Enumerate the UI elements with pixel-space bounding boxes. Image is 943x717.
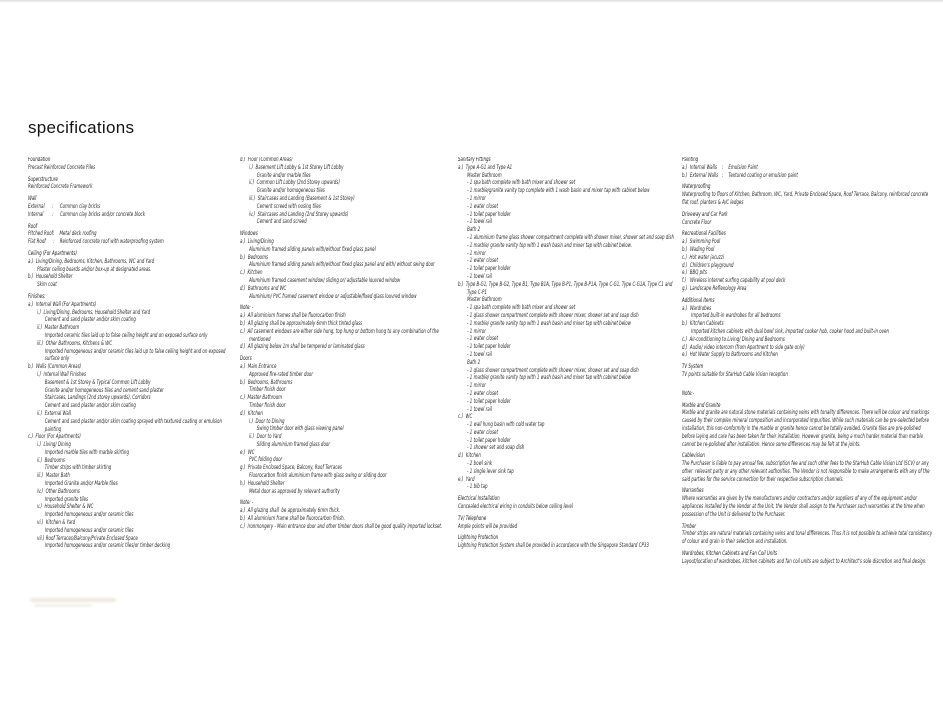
spec-line: Imported built-in wardrobes for all bedrooms [691, 313, 781, 320]
spec-line: ii.) Bedrooms [37, 457, 65, 464]
spec-line: Timber finish door [249, 387, 286, 394]
spec-line: Cement and sand plaster and/or skim coating [44, 317, 136, 324]
spec-line: vi.) Kitchen & Yard [37, 520, 76, 527]
spec-line: The Purchaser is liable to pay annual fee, subscription fee and such other fees to the StarHub Cable Vision Ltd (SCV) or any other relevant party or any other relevant authorities. The Vendor is not responsible to make arrangements with any of the said parties for the service connection for their respective subscription channels. [682, 461, 931, 483]
spec-line: Skim coat [37, 282, 57, 289]
spec-line: c.) All casement windows are either side hung, top hung or bottom hung to any combination of the mentioned [240, 328, 441, 343]
spec-line: c.) Floor (For Apartments) [28, 434, 81, 441]
spec-line: Layout/location of wardrobes, kitchen cabinets and fan coil units are subject to Architect's sole discretion and final design. [682, 558, 927, 565]
spec-line: b.) Household Shelter [28, 274, 73, 281]
spec-line: c.) Hot water jacuzzi [682, 254, 724, 261]
spec-line: Imported granite tiles [44, 496, 89, 503]
spec-line: Bath 2 [467, 359, 481, 366]
spec-line: Imported homogeneous and/or ceramic tiles [44, 527, 134, 534]
spec-line: Swing timber door with glass viewing panel [256, 426, 344, 433]
spec-line: e.) WC [240, 449, 255, 456]
spec-line: Imported ceramic tiles laid up to false ceiling height and on exposed surface only [44, 332, 208, 339]
spec-column-1 [28, 157, 235, 551]
spec-line: Imported homogeneous and/or ceramic tiles/or timber decking [44, 543, 171, 550]
spec-line: - 1 toilet paper holder [467, 266, 511, 273]
spec-line: e.) Yard [458, 476, 475, 483]
spec-line: Granite and/or homogeneous tiles and cement sand plaster [44, 387, 164, 394]
spec-line: a.) Type A-G1 and Type A1 [458, 164, 513, 171]
spec-line: Master Bathroom [467, 297, 502, 304]
spec-line: iii.) Staircases and Landing (Basement & 1st Storey) [249, 195, 355, 202]
section-heading: Additional Items [682, 297, 715, 304]
spec-line: v.) Household Shelter & WC [37, 504, 94, 511]
spec-line: i.) Basement Lift Lobby & 1st Storey Lift Lobby [249, 164, 344, 171]
spec-line: ii.) Master Bathroom [37, 325, 80, 332]
spec-line: c.) Ironmongery - Main entrance door and other timber doors shall be good quality imported lockset. [240, 523, 443, 530]
spec-line: i.) Living/Dining, Bedrooms, Household Shelter and Yard [37, 309, 151, 316]
spec-line: - 1 marble/ granite vanity top with 1 wash basin and mixer tap with cabinet below. [467, 242, 632, 249]
spec-line: i.) Internal Wall Finishes [37, 371, 87, 378]
section-heading: Finishes: [28, 293, 46, 300]
spec-line: b.) Bedrooms, Bathrooms [240, 379, 293, 386]
spec-line: Imported homogeneous and/or ceramic tiles laid up to false ceiling height and on exposed surface only [44, 348, 227, 363]
spec-line: Lightning Protection System shall be provided in accordance with the Singapore Standard CP33 [458, 543, 649, 550]
spec-line: Aluminium framed sliding panels with/without fixed glass panel [249, 246, 376, 253]
spec-line: Where warranties are given by the manufacturers and/or contractors and/or suppliers of any of the equipment and/or appliances installed by the Vendor at the Unit, the Vendor shall assign to the Purchaser such warranties at the time when possession of the Unit is delivered to the Purchaser. [682, 496, 926, 518]
section-heading: TV System [682, 364, 704, 371]
spec-line: Imported homogeneous and/or ceramic tiles [44, 512, 134, 519]
spec-line: Flat Roof : Reinforced concrete roof with waterproofing system [28, 239, 164, 246]
section-heading: Note: - [240, 305, 254, 312]
spec-line: - 1 marble/ granite vanity top with 1 wash basin and mixer tap with cabinet below [467, 375, 631, 382]
spec-line: Cement and sand screed [256, 219, 307, 226]
page-top-edge [0, 0, 943, 3]
spec-line: Reinforced Concrete Framework [28, 184, 93, 191]
spec-line: a.) Main Entrance [240, 363, 277, 370]
spec-line: f.) Wireless internet surfing capability at pool deck [682, 278, 786, 285]
spec-line: ii.) External Wall [37, 410, 71, 417]
spec-line: Cement and sand plaster and/or skim coating [44, 403, 136, 410]
spec-line: Internal : Common clay bricks and/or concrete block [28, 211, 146, 218]
section-heading: Driveway and Car Park [682, 211, 728, 218]
spec-line: - 1 water closet [467, 390, 499, 397]
spec-column-4 [682, 157, 935, 567]
spec-line: Basement & 1st Storey & Typical Common Lift Lobby [44, 379, 151, 386]
spec-line: i.) Living/ Dining [37, 442, 71, 449]
spec-line: - 1 water closet [467, 203, 499, 210]
spec-line: Staircases, Landings (2nd storey upwards), Corridors [44, 395, 151, 402]
section-heading: Superstructure [28, 176, 58, 183]
spec-line: - 1 aluminium frame glass shower compartment complete with shower mixer, shower set and soap dish [467, 234, 675, 241]
spec-line: Cement screed with nosing tiles [256, 203, 321, 210]
section-heading: Note: - [240, 500, 254, 507]
spec-line: b.) Walls (Common Areas) [28, 364, 82, 371]
spec-line: - 1 marble/granite vanity top complete with 1 wash basin and mixer tap with cabinet below [467, 188, 650, 195]
spec-line: d.) Floor (Common Areas) [240, 157, 293, 163]
spec-line: - 1 mirror [467, 250, 486, 257]
spacer [682, 380, 935, 387]
spec-line: b.) Wading Pool [682, 246, 715, 253]
spec-line: Plaster ceiling boards and/or box-up at designated areas. [37, 266, 152, 273]
spec-line: Aluminium framed casement window/ sliding or/ adjustable louvred window [249, 277, 401, 284]
spec-line: - 1 shower set and soap dish [467, 445, 525, 452]
spec-line: - 1 towel rail [467, 351, 492, 358]
section-heading: Recreational Facilities [682, 231, 726, 238]
section-heading: Ceiling (For Apartments) [28, 250, 77, 257]
spec-line: g.) Private Enclosed Space, Balcony, Roof Terraces [240, 465, 342, 472]
spec-line: - 1 bib tap [467, 484, 488, 491]
spec-line: - 1 water closet [467, 336, 499, 343]
spec-line: b.) Type B-G1, Type B-G2, Type B1, Type B1A, Type B-P1, Type B-P1A, Type C-G1, Type C-G1A, Type C1 and Type C-P1 [458, 281, 674, 296]
section-heading: Doors [240, 356, 252, 363]
spec-line: - 2 bowl sink [467, 461, 493, 468]
spec-line: External : Common clay bricks [28, 203, 101, 210]
spec-line: Aluminium framed sliding panels with/without fixed glass panel and with/ without swing door [249, 262, 435, 269]
spec-line: Ample points will be provided [458, 523, 518, 530]
spec-line: Timber strips are natural materials containing veins and tonal differences. Thus it is not possible to achieve total consistency of colour and grain in their selection and installation. [682, 531, 934, 546]
spec-line: a.) Living/Dining, Bedrooms, Kitchen, Bathrooms, WC and Yard [28, 258, 155, 265]
spec-line: Aluminium/ PVC framed casement window or adjustable/fixed glass louvred window [249, 293, 417, 300]
spec-line: Granite and/or marble tiles [256, 172, 311, 179]
spec-line: iv.) Staircases and Landing (2nd Storey upwards) [249, 211, 349, 218]
spec-line: Timber strips with timber skirting [44, 465, 112, 472]
spec-line: - 1 towel rail [467, 406, 492, 413]
spec-line: - 1 towel rail [467, 219, 492, 226]
spec-line: c.) WC [458, 414, 473, 421]
section-heading: Foundation [28, 157, 51, 163]
section-heading: Sanitary Fittings [458, 157, 491, 163]
spec-line: Concealed electrical wiring in conduits below ceiling level [458, 504, 573, 511]
spec-line: c.) Master Bathroom [240, 395, 283, 402]
spec-line: TV points suitable for StarHub Cable Vision reception [682, 371, 788, 378]
section-heading: TV/ Telephone [458, 515, 487, 522]
spec-line: Bath 2 [467, 227, 481, 234]
spec-line: d.) Bathrooms and WC [240, 285, 287, 292]
section-heading: Marble and Granite [682, 402, 721, 409]
spec-line: d.) Audio/ video intercom (from Apartment to side gate only) [682, 344, 805, 351]
spec-line: - 1 spa bath complete with bath mixer and shower set [467, 180, 576, 187]
spec-line: Imported marble tiles with marble skirting [44, 449, 129, 456]
spec-line: ii.) Common Lift Lobby (2nd Storey upwards) [249, 180, 340, 187]
section-heading: Note:- [682, 390, 695, 397]
spec-line: - 1 mirror [467, 195, 486, 202]
spec-line: d.) Children's playground [682, 262, 734, 269]
spec-line: - 1 single lever sink tap [467, 468, 514, 475]
spec-line: c.) Air-conditioning to Living/ Dining and Bedrooms [682, 336, 785, 343]
spec-line: - 1 glass shower compartment complete with shower mixer, shower set and soap dish [467, 312, 639, 319]
spec-line: Fluorocarbon finish aluminium frame with glass swing or sliding door [249, 473, 387, 480]
spec-line: iii.) Master Bath [37, 473, 70, 480]
section-heading: Warranties [682, 488, 704, 495]
spec-line: d.) Kitchen [458, 453, 481, 460]
spec-line: Imported Granite and/or Marble tiles [44, 481, 118, 488]
spec-line: Waterproofing to floors of Kitchen, Bathroom, WC, Yard, Private Enclosed Space, Roof Terrace, Balcony, reinforced concrete flat roof, planters & A/C ledges [682, 192, 930, 206]
spec-line: - 1 water closet [467, 429, 499, 436]
spec-line: Approved fire-rated timber door [249, 371, 313, 378]
spec-line: a.) Internal Wall (For Apartments) [28, 301, 97, 308]
spec-line: - 1 glass shower compartment complete with shower mixer, shower set and soap dish [467, 367, 639, 374]
section-heading: Cablevision [682, 453, 705, 460]
section-heading: Timber [682, 523, 697, 530]
spec-line: Sliding aluminium framed glass door [256, 441, 330, 448]
spec-line: a.) Internal Walls : Emulsion Paint [682, 164, 758, 171]
spec-line: a.) Wardrobes [682, 305, 712, 312]
spec-line: vii.) Roof Terraces/Balcony/Private Enclosed Space [37, 535, 138, 542]
spec-line: iii.) Other Bathrooms, Kitchens & WC [37, 340, 112, 347]
spec-line: - 1 toilet paper holder [467, 437, 511, 444]
spec-line: a.) All glazing shall be approximately 6mm thick. [240, 508, 341, 515]
spec-line: c.) Kitchen [240, 270, 263, 277]
spec-line: - 1 marble/ granite vanity top with 1 wash basin and mixer tap with cabinet below [467, 320, 631, 327]
section-heading: Wall [28, 196, 37, 203]
section-heading: Painting [682, 157, 699, 163]
spec-line: - 1 water closet [467, 258, 499, 265]
spec-line: Precast Reinforced Concrete Piles [28, 164, 96, 171]
section-heading: Roof [28, 223, 38, 230]
spec-line: b.) External Walls : Textured coating or emulsion paint [682, 172, 798, 179]
spec-line: - 1 toilet paper holder [467, 344, 511, 351]
spec-line: a.) Swimming Pool [682, 239, 721, 246]
section-heading: Lightning Protection [458, 535, 499, 542]
spec-line: - 1 towel rail [467, 273, 492, 280]
page-title: specifications [28, 118, 135, 137]
spec-line: - 1 toilet paper holder [467, 211, 511, 218]
spec-line: b.) All glazing shall be approximately 6mm thick tinted glass [240, 320, 363, 327]
scan-smudge [30, 598, 116, 602]
spec-line: e.) Hot Water Supply to Bathrooms and Kitchen [682, 352, 778, 359]
spec-line: Pitched Roof: Metal deck roofing [28, 231, 97, 238]
section-heading: Waterproofing [682, 184, 711, 191]
spec-line: b.) All aluminium frame shall be fluorocarbon finish. [240, 516, 345, 523]
spec-line: a.) All aluminium frames shall be fluorocarbon finish [240, 313, 346, 320]
spec-line: Concrete Floor [682, 219, 712, 226]
spec-line: b.) Bedrooms [240, 254, 269, 261]
spec-line: - 1 mirror [467, 328, 486, 335]
spec-line: - 1 mirror [467, 383, 486, 390]
spec-line: Metal door as approved by relevant authority [249, 488, 340, 495]
spec-line: Timber finish door [249, 402, 286, 409]
section-heading: Wardrobes, Kitchen Cabinets and Fan Coil Units [682, 551, 778, 558]
spec-line: ii.) Door to Yard [249, 434, 282, 441]
section-heading: Electrical Installation [458, 496, 500, 503]
spec-line: i.) Door to Dining [249, 418, 285, 425]
spec-column-3 [458, 157, 678, 551]
spec-line: e.) BBQ pits [682, 270, 707, 277]
spec-line: Cement and sand plaster and/or skim coating sprayed with textured coating or emulsion painting [44, 418, 224, 433]
spec-line: Granite and/or homogeneous tiles [256, 188, 325, 195]
spec-line: d.) All glazing below 1m shall be tempered or laminated glass [240, 344, 365, 351]
spec-line: iv.) Other Bathrooms [37, 488, 80, 495]
spec-line: d.) Kitchen [240, 410, 263, 417]
spec-line: - 1 toilet paper holder [467, 398, 511, 405]
spec-column-2 [240, 157, 453, 532]
spec-line: Marble and granite are natural stone materials containing veins with tonality differences. There will be colour and markings caused by their complex mineral composition and incorporated impurities. While such materials can be pre-selected before installation, this non-conformity in the marble or granite hence cannot be totally avoided. Granite tiles are pre-polished before laying and care has been taken for their installation. However granite, being a much harder material than marble cannot be re-polished after installation. Hence some differences may be felt at the joints. [682, 410, 931, 448]
spec-line: PVC folding door [249, 457, 283, 464]
spec-line: - 1 wall hung basin with cold water tap [467, 422, 545, 429]
spec-line: b.) Kitchen Cabinets [682, 321, 724, 328]
section-heading: Windows [240, 231, 258, 238]
spec-line: h.) Household Shelter [240, 480, 285, 487]
spec-line: Master Bathroom [467, 172, 502, 179]
spec-line: a.) Living/Dining [240, 238, 274, 245]
spec-line: - 1 spa bath complete with bath mixer and shower set [467, 305, 576, 312]
scan-smudge [34, 604, 92, 607]
spec-line: Imported kitchen cabinets with dual bowl sink, imported cooker hob, cooker hood and built-in oven [691, 328, 890, 335]
spec-line: g.) Landscape Reflexology Area [682, 285, 747, 292]
